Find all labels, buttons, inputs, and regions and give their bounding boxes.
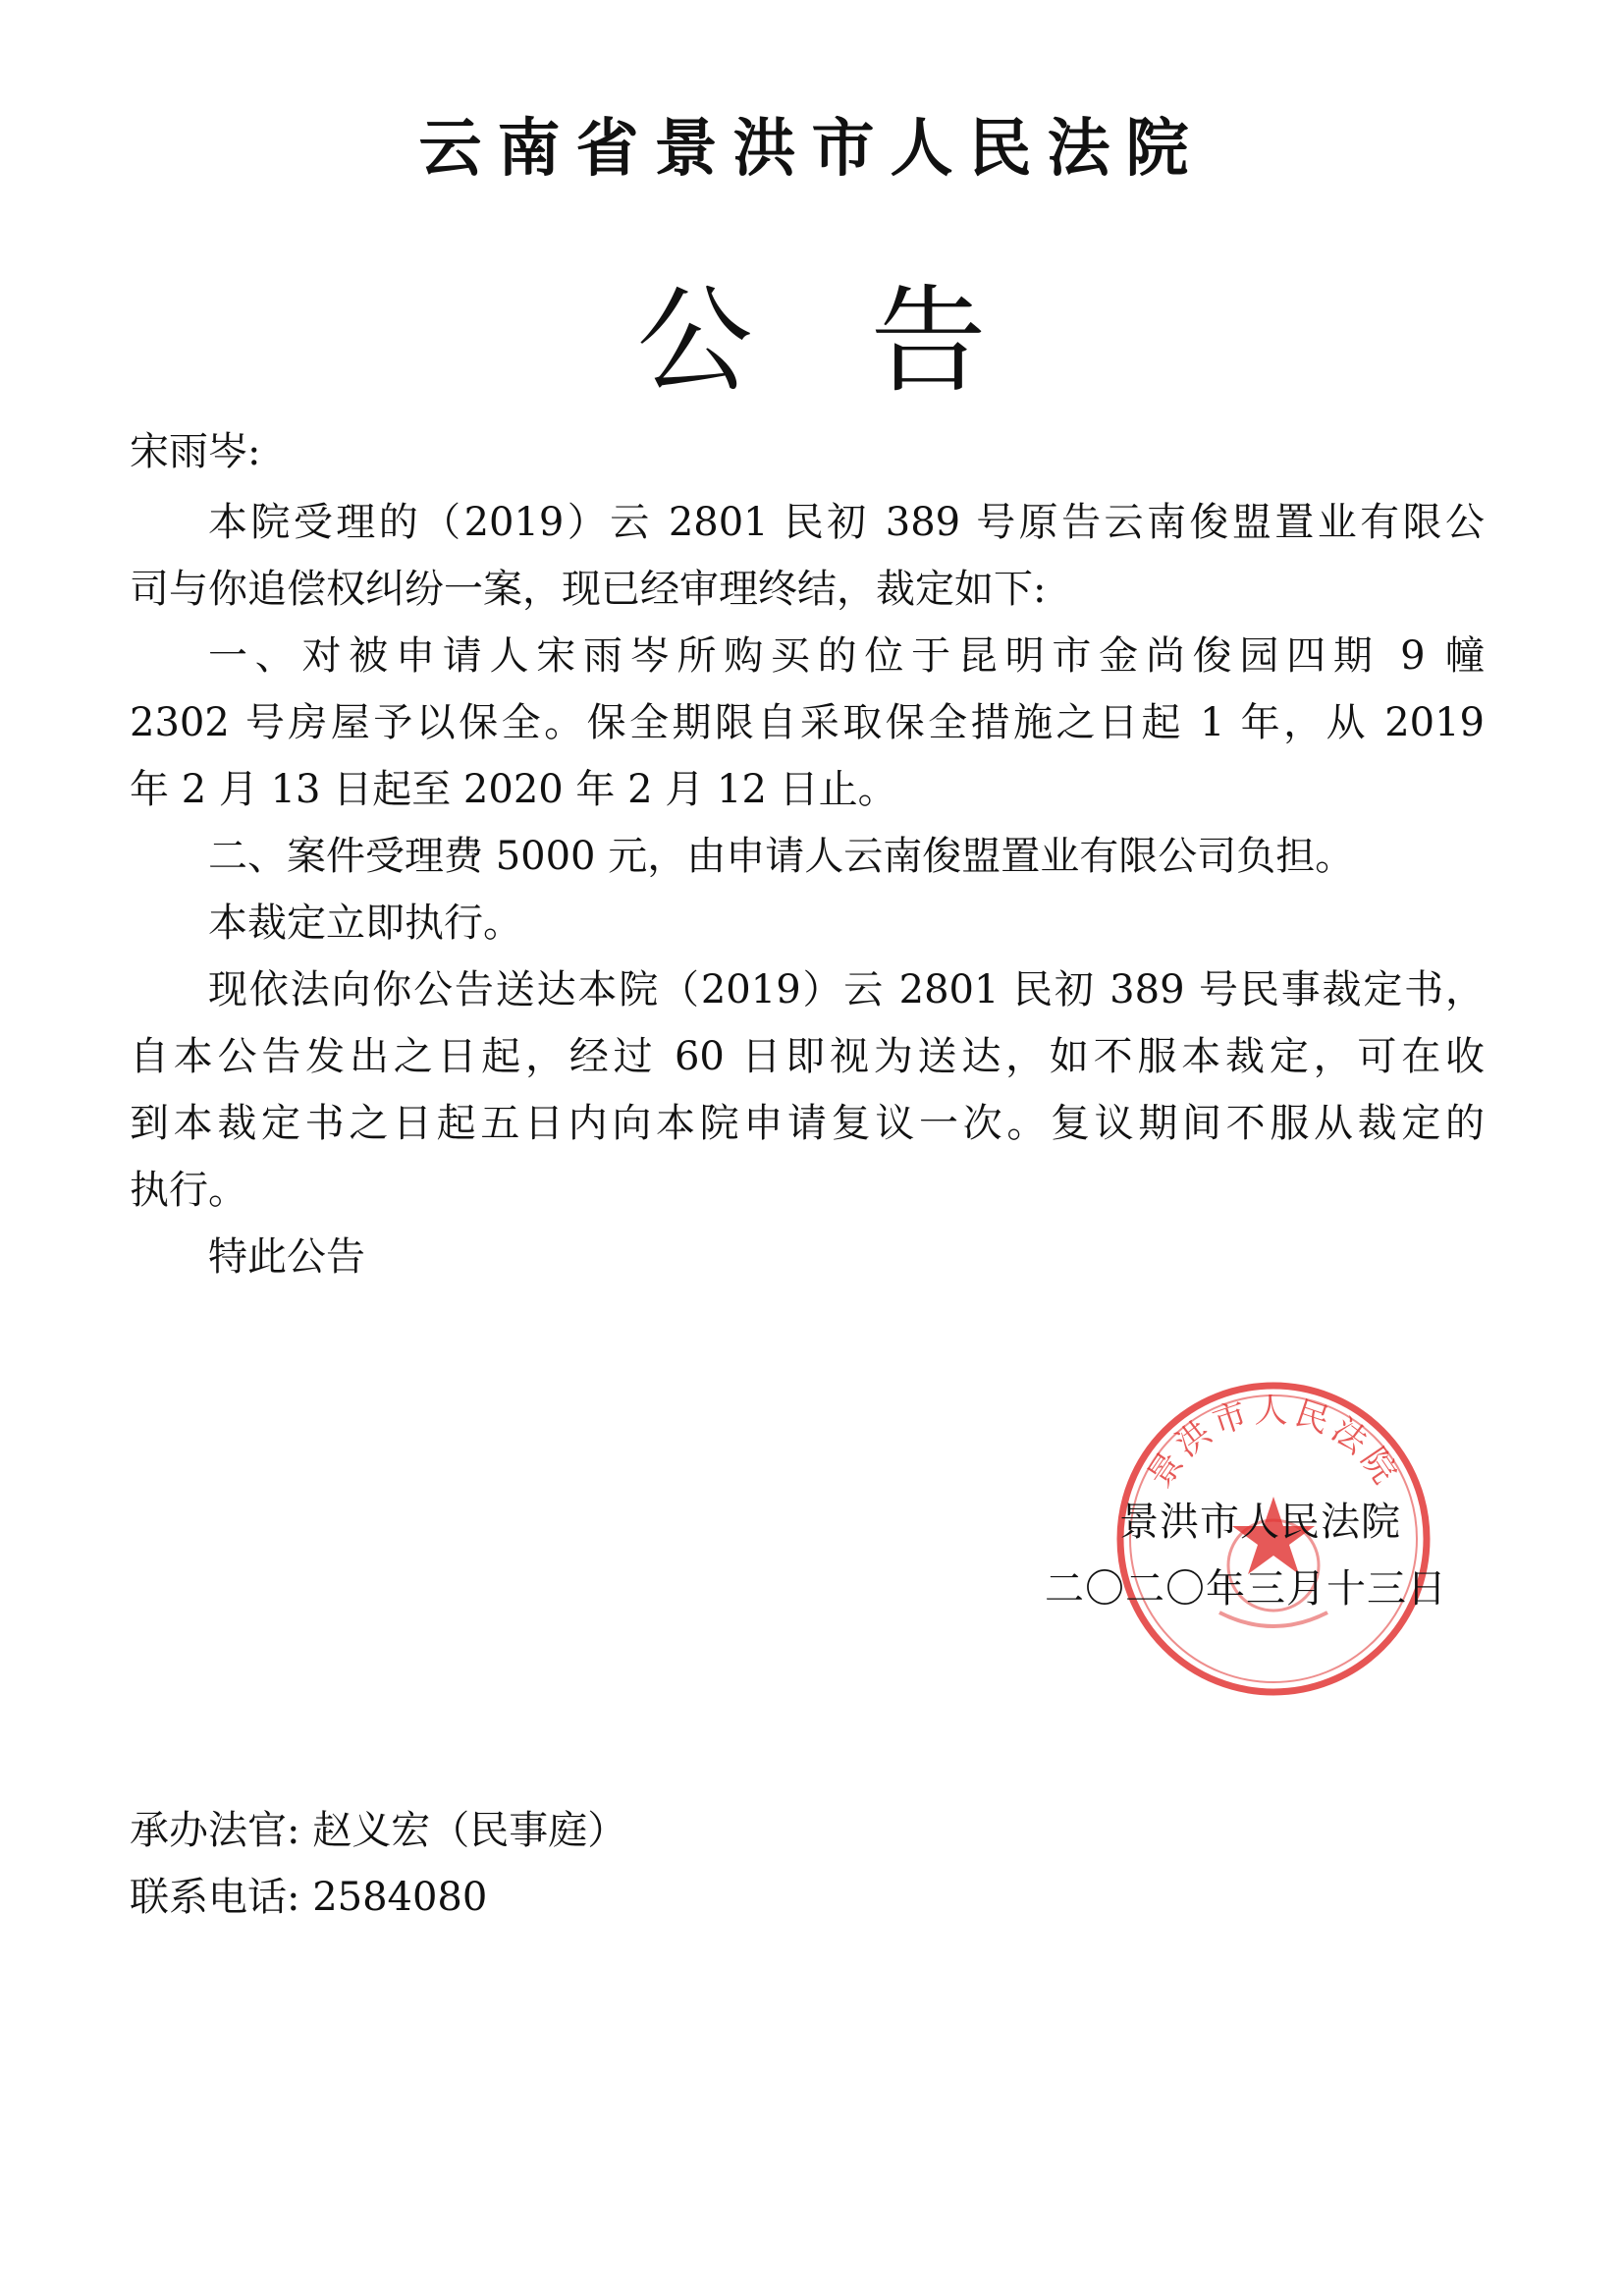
para5-line3: 到本裁定书之日起五日内向本院申请复议一次。复议期间不服从裁定的 bbox=[130, 1101, 1485, 1146]
para1-line1: 本院受理的（2019）云 2801 民初 389 号原告云南俊盟置业有限公 bbox=[208, 500, 1485, 545]
addressee: 宋雨岑: bbox=[130, 429, 261, 474]
contact-phone: 联系电话: 2584080 bbox=[130, 1875, 488, 1920]
para2-line1: 一、对被申请人宋雨岑所购买的位于昆明市金尚俊园四期 9 幢 bbox=[208, 633, 1485, 679]
para5-line4: 执行。 bbox=[130, 1168, 247, 1213]
seal-text: 景洪市人民法院 bbox=[1140, 1392, 1407, 1496]
svg-text:景洪市人民法院 bbox=[1140, 1392, 1407, 1495]
signature-date: 二〇二〇年三月十三日 bbox=[1045, 1566, 1447, 1612]
signature-court: 景洪市人民法院 bbox=[1119, 1500, 1401, 1545]
closing-text: 特此公告 bbox=[208, 1234, 365, 1280]
judge-info: 承办法官: 赵义宏（民事庭） bbox=[130, 1808, 627, 1853]
para4: 本裁定立即执行。 bbox=[208, 901, 522, 946]
para2-line2: 2302 号房屋予以保全。保全期限自采取保全措施之日起 1 年，从 2019 bbox=[130, 700, 1485, 745]
para5-line1: 现依法向你公告送达本院（2019）云 2801 民初 389 号民事裁定书， bbox=[208, 967, 1485, 1012]
para3: 二、案件受理费 5000 元，由申请人云南俊盟置业有限公司负担。 bbox=[208, 834, 1355, 879]
document-title: 公告 bbox=[636, 273, 1105, 409]
para2-line3: 年 2 月 13 日起至 2020 年 2 月 12 日止。 bbox=[130, 767, 897, 812]
court-name-heading: 云南省景洪市人民法院 bbox=[418, 113, 1205, 186]
para5-line2: 自本公告发出之日起，经过 60 日即视为送达，如不服本裁定，可在收 bbox=[130, 1034, 1485, 1079]
para1-line2: 司与你追偿权纠纷一案，现已经审理终结，裁定如下: bbox=[130, 567, 1047, 612]
